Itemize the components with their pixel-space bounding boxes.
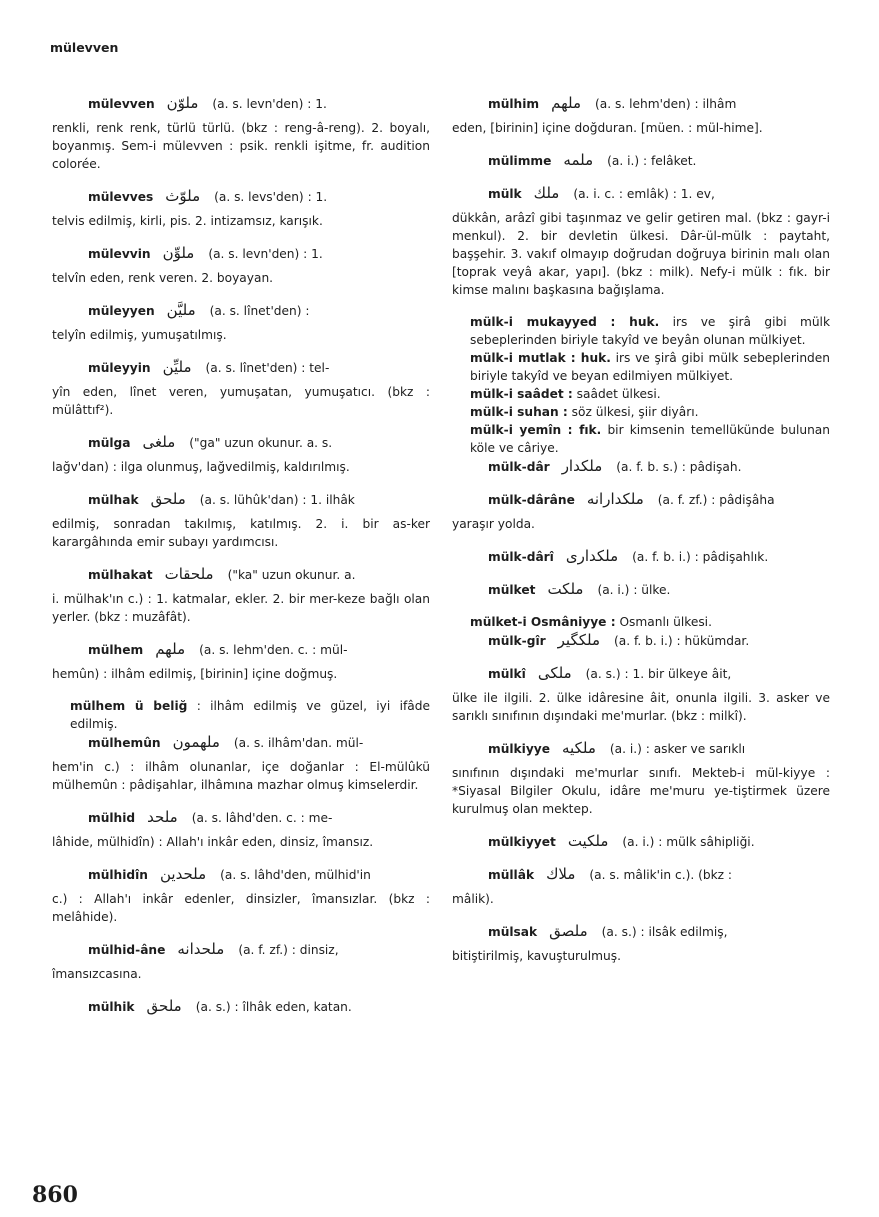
etymology: (a. i.) : ülke. bbox=[597, 583, 671, 597]
headword-line bbox=[52, 433, 430, 452]
headword: mülhak bbox=[88, 493, 139, 507]
sub-definition: Osmanlı ülkesi. bbox=[615, 615, 712, 629]
etymology: (a. s. lînet'den) : bbox=[209, 304, 310, 318]
dictionary-entry bbox=[452, 94, 830, 137]
definition: telvis edilmiş, kirli, pis. 2. intizamsız, karışık. bbox=[52, 214, 323, 228]
arabic-script: ملوّن bbox=[166, 94, 199, 112]
headword: mülk-gîr bbox=[488, 634, 546, 648]
headword: mülkiyye bbox=[488, 742, 550, 756]
definition: yaraşır yolda. bbox=[452, 517, 535, 531]
sub-entry bbox=[452, 421, 830, 457]
headword-line bbox=[452, 547, 830, 566]
arabic-script: ملحق bbox=[146, 997, 182, 1015]
arabic-script: ملوّث bbox=[165, 187, 201, 205]
etymology: (a. f. b. i.) : hükümdar. bbox=[614, 634, 750, 648]
headword-line bbox=[452, 151, 830, 170]
arabic-script: ملحدين bbox=[160, 865, 207, 883]
dictionary-entry bbox=[452, 457, 830, 476]
sub-entry bbox=[452, 349, 830, 385]
dictionary-entry bbox=[52, 640, 430, 683]
etymology: (a. s.) : ilsâk edilmiş, bbox=[601, 925, 728, 939]
etymology: (a. s. mâlik'in c.). (bkz : bbox=[589, 868, 733, 882]
dictionary-entry bbox=[52, 490, 430, 551]
sub-definition: irs ve şirâ gibi mülk sebeplerinden biriyle takyîd ve beyân olunan mülkiyet. bbox=[470, 315, 830, 347]
etymology: (a. i.) : mülk sâhipliği. bbox=[622, 835, 755, 849]
sub-entry bbox=[452, 613, 830, 631]
dictionary-entry bbox=[52, 565, 430, 626]
headword: mülk-dârî bbox=[488, 550, 554, 564]
headword: müleyyen bbox=[88, 304, 155, 318]
etymology: (a. s. ilhâm'dan. mül- bbox=[233, 736, 364, 750]
dictionary-entry bbox=[452, 547, 830, 566]
headword: mülhim bbox=[488, 97, 540, 111]
headword: mülket bbox=[488, 583, 536, 597]
headword: mülkî bbox=[488, 667, 526, 681]
sub-headword: mülket-i Osmâniyye : bbox=[470, 615, 616, 629]
dictionary-entry bbox=[452, 490, 830, 533]
definition: mâlik). bbox=[452, 892, 494, 906]
headword: müleyyin bbox=[88, 361, 151, 375]
dictionary-entry bbox=[52, 187, 430, 230]
etymology: (a. f. zf.) : dinsiz, bbox=[238, 943, 339, 957]
headword: mülevven bbox=[88, 97, 155, 111]
headword-line bbox=[52, 565, 430, 584]
definition: îmansızcasına. bbox=[52, 967, 142, 981]
definition: hem'in c.) : ilhâm olunanlar, içe doğanlar : El-mülûkü mülhemûn : pâdişahlar, ilhâmına mazhar olmuş kimselerdir. bbox=[52, 760, 430, 792]
headword: mülhem bbox=[88, 643, 144, 657]
arabic-script: ملهمون bbox=[172, 733, 220, 751]
page-number: 860 bbox=[32, 1182, 78, 1208]
headword: mülhemûn bbox=[88, 736, 161, 750]
headword-line bbox=[52, 808, 430, 827]
arabic-script: ملحد bbox=[147, 808, 178, 826]
headword-line bbox=[52, 997, 430, 1016]
headword-line bbox=[452, 490, 830, 509]
dictionary-entry bbox=[52, 358, 430, 419]
sub-headword: mülk-i suhan : bbox=[470, 405, 568, 419]
sub-definition: : ilhâm edilmiş ve güzel, iyi ifâde edilmiş. bbox=[70, 699, 430, 731]
arabic-script: ملهم bbox=[155, 640, 186, 658]
arabic-script: ملكى bbox=[537, 664, 572, 682]
definition: sınıfının dışındaki me'murlar sınıfı. Mekteb-i mül-kiyye : *Siyasal Bilgiler Okulu, idâre me'muru ye-tiştirmek üzere kurulmuş olan mektep. bbox=[452, 766, 830, 816]
headword-line bbox=[452, 922, 830, 941]
etymology: (a. s. levn'den) : 1. bbox=[208, 247, 323, 261]
sub-definition: bir kimsenin temellükünde bulunan köle ve câriye. bbox=[470, 423, 831, 455]
definition: hemûn) : ilhâm edilmiş, [birinin] içine doğmuş. bbox=[52, 667, 338, 681]
etymology: (a. s. lehm'den) : ilhâm bbox=[595, 97, 737, 111]
dictionary-entry bbox=[52, 433, 430, 476]
arabic-script: ملكت bbox=[547, 580, 584, 598]
dictionary-entry bbox=[52, 940, 430, 983]
sub-definition: saâdet ülkesi. bbox=[572, 387, 661, 401]
sub-headword: mülk-i saâdet : bbox=[470, 387, 573, 401]
arabic-script: ملحدانه bbox=[177, 940, 225, 958]
etymology: (a. s.) : 1. bir ülkeye âit, bbox=[585, 667, 732, 681]
running-head: mülevven bbox=[50, 40, 119, 55]
headword-line bbox=[52, 187, 430, 206]
etymology: ("ka" uzun okunur. a. bbox=[227, 568, 356, 582]
definition: ülke ile ilgili. 2. ülke idâresine âit, onunla ilgili. 3. asker ve sarıklı sınıfının dışındaki me'murlar. (bkz : milkî). bbox=[452, 691, 830, 723]
headword-line bbox=[52, 358, 430, 377]
headword-line bbox=[452, 739, 830, 758]
headword-line bbox=[52, 301, 430, 320]
sub-entry bbox=[52, 697, 430, 733]
arabic-script: ملهم bbox=[551, 94, 582, 112]
dictionary-entry bbox=[452, 865, 830, 908]
headword-line bbox=[52, 640, 430, 659]
dictionary-entry bbox=[52, 94, 430, 173]
etymology: (a. i.) : felâket. bbox=[607, 154, 697, 168]
arabic-script: ملكگير bbox=[557, 631, 601, 649]
headword: müllâk bbox=[488, 868, 535, 882]
definition: lağv'dan) : ilga olunmuş, lağvedilmiş, kaldırılmış. bbox=[52, 460, 350, 474]
headword: mülevves bbox=[88, 190, 154, 204]
arabic-script: ملكدارى bbox=[565, 547, 619, 565]
etymology: (a. s. lehm'den. c. : mül- bbox=[199, 643, 348, 657]
headword: mülhid bbox=[88, 811, 136, 825]
headword: mülkiyyet bbox=[488, 835, 556, 849]
etymology: (a. s. levn'den) : 1. bbox=[212, 97, 327, 111]
dictionary-entry bbox=[52, 244, 430, 287]
arabic-script: ملكدار bbox=[561, 457, 603, 475]
definition: i. mülhak'ın c.) : 1. katmalar, ekler. 2. bir mer-keze bağlı olan yerler. (bkz : muzâfât). bbox=[52, 592, 430, 624]
headword-line bbox=[452, 664, 830, 683]
arabic-script: ملحقات bbox=[164, 565, 214, 583]
arabic-script: مليِّن bbox=[162, 358, 192, 376]
dictionary-entry bbox=[452, 580, 830, 599]
dictionary-entry bbox=[452, 922, 830, 965]
dictionary-entry bbox=[452, 184, 830, 299]
arabic-script: ملوِّن bbox=[162, 244, 195, 262]
definition: telvîn eden, renk veren. 2. boyayan. bbox=[52, 271, 274, 285]
etymology: (a. s. levs'den) : 1. bbox=[214, 190, 328, 204]
headword: mülsak bbox=[488, 925, 538, 939]
headword: mülk bbox=[488, 187, 522, 201]
sub-entry bbox=[452, 403, 830, 421]
etymology: (a. f. b. i.) : pâdişahlık. bbox=[632, 550, 769, 564]
headword: mülimme bbox=[488, 154, 552, 168]
left-column bbox=[52, 94, 430, 1030]
dictionary-entry bbox=[52, 865, 430, 926]
arabic-script: مليَّن bbox=[166, 301, 196, 319]
sub-headword: mülk-i mutlak : huk. bbox=[470, 351, 611, 365]
headword: mülga bbox=[88, 436, 131, 450]
sub-entry bbox=[452, 313, 830, 349]
etymology: (a. s.) : îlhâk eden, katan. bbox=[195, 1000, 352, 1014]
headword-line bbox=[52, 94, 430, 113]
definition: dükkân, arâzî gibi taşınmaz ve gelir getiren mal. (bkz : gayr-i menkul). 2. bir devletin ülkesi. Dâr-ül-mülk : paytaht, başşehir. 3. vakıf olmayıp doğrudan doğruya birinin malı olan [toprak veyâ akar, yapı]. (bkz : milk). Nefy-i mülk : fık. bir kimse malını başkasına bağışlama. bbox=[452, 211, 830, 297]
sub-definition: söz ülkesi, şiir diyârı. bbox=[567, 405, 699, 419]
definition: eden, [birinin] içine doğduran. [müen. : mül-hime]. bbox=[452, 121, 763, 135]
dictionary-entry bbox=[452, 739, 830, 818]
headword-line bbox=[52, 244, 430, 263]
headword-line bbox=[52, 940, 430, 959]
etymology: (a. i.) : asker ve sarıklı bbox=[609, 742, 746, 756]
etymology: (a. s. lâhd'den, mülhid'in bbox=[220, 868, 371, 882]
dictionary-entry bbox=[452, 631, 830, 650]
headword-line bbox=[52, 490, 430, 509]
headword-line bbox=[452, 865, 830, 884]
etymology: (a. f. b. s.) : pâdişah. bbox=[616, 460, 742, 474]
definition: edilmiş, sonradan takılmış, katılmış. 2. i. bir as-ker karargâhında emir subayı yardımcısı. bbox=[52, 517, 430, 549]
headword-line bbox=[452, 94, 830, 113]
headword: mülk-dâr bbox=[488, 460, 550, 474]
arabic-script: ملكيت bbox=[567, 832, 609, 850]
headword: mülhid-âne bbox=[88, 943, 166, 957]
right-column bbox=[452, 94, 830, 979]
dictionary-entry bbox=[52, 997, 430, 1016]
sub-headword: mülk-i yemîn : fık. bbox=[470, 423, 602, 437]
dictionary-entry bbox=[52, 808, 430, 851]
definition: telyîn edilmiş, yumuşatılmış. bbox=[52, 328, 227, 342]
headword-line bbox=[452, 631, 830, 650]
headword: mülhakat bbox=[88, 568, 153, 582]
arabic-script: ملكدارانه bbox=[586, 490, 644, 508]
arabic-script: ملك bbox=[533, 184, 560, 202]
arabic-script: ملمه bbox=[563, 151, 594, 169]
sub-headword: mülhem ü beliğ bbox=[70, 699, 188, 713]
arabic-script: ملصق bbox=[549, 922, 588, 940]
etymology: (a. i. c. : emlâk) : 1. ev, bbox=[573, 187, 715, 201]
headword-line bbox=[452, 184, 830, 203]
etymology: ("ga" uzun okunur. a. s. bbox=[189, 436, 333, 450]
dictionary-entry bbox=[52, 733, 430, 794]
arabic-script: ملكيه bbox=[562, 739, 596, 757]
headword: mülk-dârâne bbox=[488, 493, 575, 507]
headword: mülhik bbox=[88, 1000, 135, 1014]
headword-line bbox=[452, 832, 830, 851]
arabic-script: ملاك bbox=[546, 865, 576, 883]
headword-line bbox=[52, 865, 430, 884]
sub-entry bbox=[452, 385, 830, 403]
arabic-script: ملغى bbox=[142, 433, 176, 451]
sub-definition: irs ve şirâ gibi mülk sebeplerinden biriyle takyîd ve beyan edilmiyen mülkiyet. bbox=[470, 351, 831, 383]
headword: mülevvin bbox=[88, 247, 151, 261]
definition: bitiştirilmiş, kavuşturulmuş. bbox=[452, 949, 621, 963]
definition: yîn eden, lînet veren, yumuşatan, yumuşatıcı. (bkz : mülâttıf²). bbox=[52, 385, 430, 417]
headword-line bbox=[452, 580, 830, 599]
sub-headword: mülk-i mukayyed : huk. bbox=[470, 315, 660, 329]
definition: lâhide, mülhidîn) : Allah'ı inkâr eden, dinsiz, îmansız. bbox=[52, 835, 374, 849]
etymology: (a. s. lînet'den) : tel- bbox=[205, 361, 330, 375]
etymology: (a. s. lâhd'den. c. : me- bbox=[191, 811, 333, 825]
dictionary-entry bbox=[452, 664, 830, 725]
dictionary-entry bbox=[452, 832, 830, 851]
etymology: (a. f. zf.) : pâdişâha bbox=[657, 493, 775, 507]
headword: mülhidîn bbox=[88, 868, 148, 882]
dictionary-entry bbox=[452, 151, 830, 170]
etymology: (a. s. lühûk'dan) : 1. ilhâk bbox=[199, 493, 355, 507]
arabic-script: ملحق bbox=[150, 490, 186, 508]
definition: renkli, renk renk, türlü türlü. (bkz : reng-â-reng). 2. boyalı, boyanmış. Sem-i mülevven : psik. renkli işitme, fr. audition colorée. bbox=[52, 121, 430, 171]
dictionary-entry bbox=[52, 301, 430, 344]
headword-line bbox=[52, 733, 430, 752]
headword-line bbox=[452, 457, 830, 476]
definition: c.) : Allah'ı inkâr edenler, dinsizler, îmansızlar. (bkz : melâhide). bbox=[52, 892, 430, 924]
